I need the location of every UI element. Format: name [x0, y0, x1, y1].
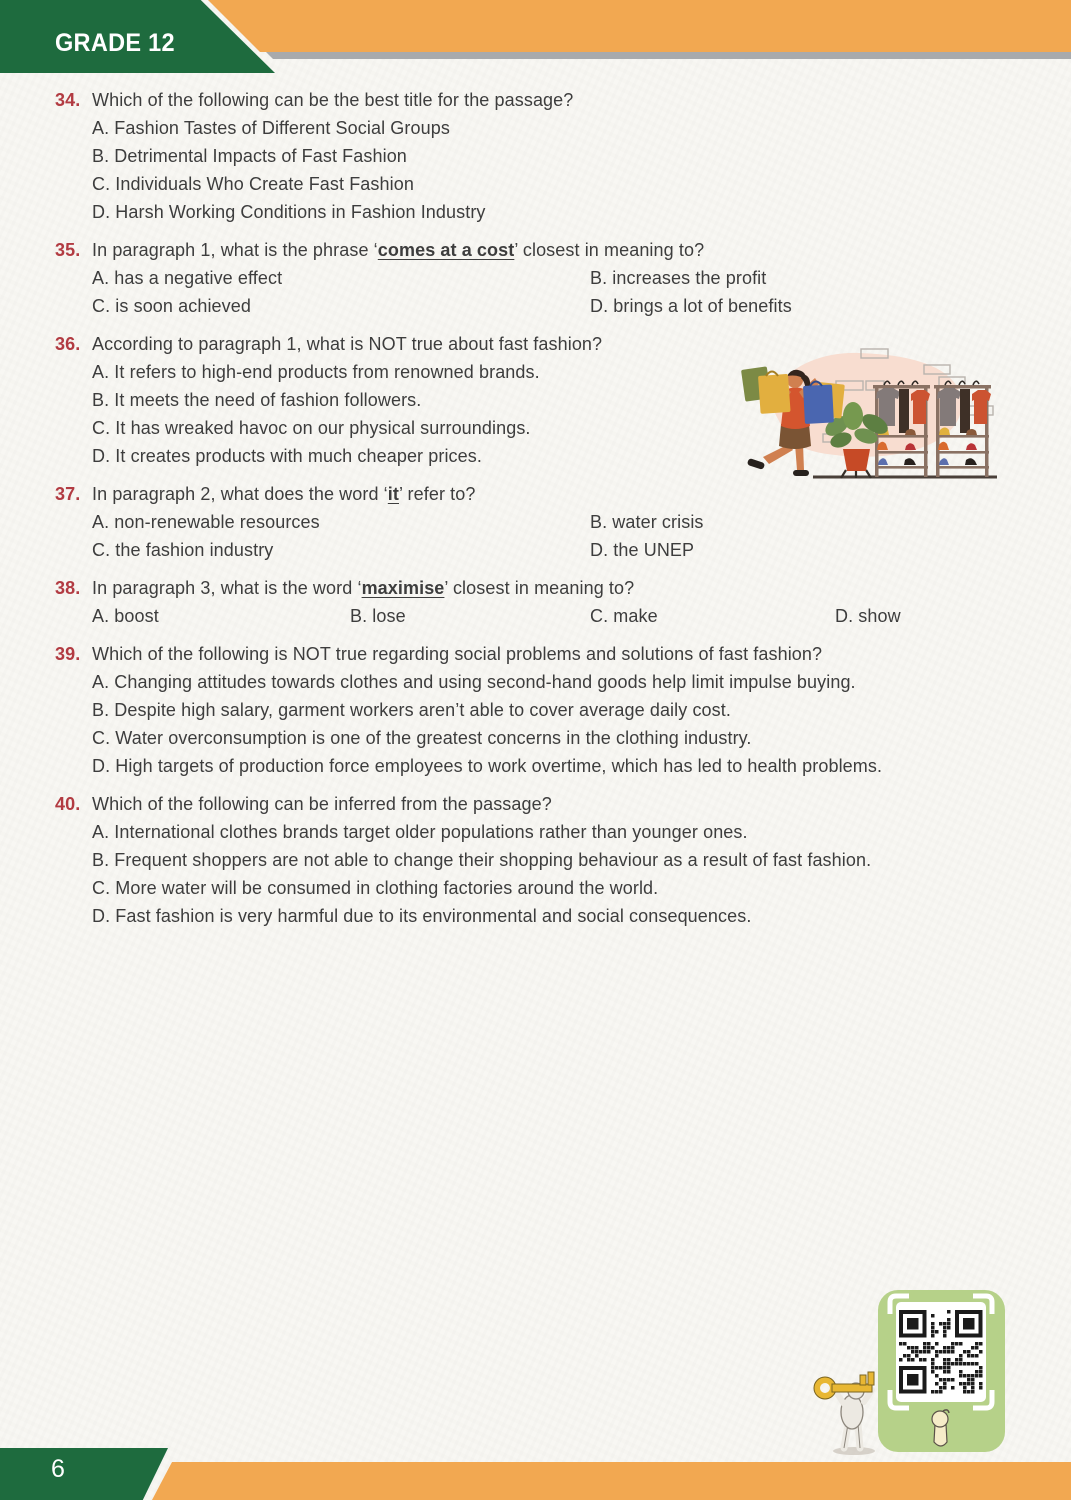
- small-character: [932, 1410, 949, 1446]
- option-c: C. the fashion industry: [92, 540, 274, 560]
- option-c: C. make: [590, 606, 658, 626]
- option-d: D. show: [835, 606, 901, 626]
- question-39: [0, 640, 1071, 780]
- footer-green-tab: [0, 1448, 168, 1500]
- question-text-emphasis: it: [387, 484, 399, 504]
- question-37: [0, 480, 1071, 564]
- question-text-emphasis: maximise: [361, 578, 445, 598]
- question-text-prefix: In paragraph 3, what is the word ‘: [92, 578, 362, 598]
- qr-pattern: [899, 1310, 983, 1394]
- question-text-emphasis: comes at a cost: [377, 240, 515, 260]
- key-icon: [814, 1372, 874, 1399]
- question-text-prefix: Which of the following can be inferred from the passage?: [92, 794, 552, 814]
- option-b: B. lose: [350, 606, 406, 626]
- option-b: B. water crisis: [590, 512, 704, 532]
- option-c: C. It has wreaked havoc on our physical surroundings.: [92, 418, 531, 438]
- option-b: B. Frequent shoppers are not able to change their shopping behaviour as a result of fast fashion.: [92, 850, 872, 870]
- option-b: B. Detrimental Impacts of Fast Fashion: [92, 146, 407, 166]
- question-number: 34.: [55, 90, 81, 110]
- question-number: 40.: [55, 794, 81, 814]
- question-number: 36.: [55, 334, 81, 354]
- question-text: [92, 86, 1035, 114]
- fast-fashion-illustration: [733, 344, 1005, 482]
- question-text-prefix: According to paragraph 1, what is NOT true about fast fashion?: [92, 334, 603, 354]
- options-list: [92, 508, 1035, 564]
- option-d: D. brings a lot of benefits: [590, 296, 792, 316]
- option-a: A. non-renewable resources: [92, 512, 320, 532]
- question-35: [0, 236, 1071, 320]
- question-text-prefix: In paragraph 1, what is the phrase ‘: [92, 240, 378, 260]
- option-c: C. Individuals Who Create Fast Fashion: [92, 174, 414, 194]
- question-number: 35.: [55, 240, 81, 260]
- option-c: C. More water will be consumed in clothing factories around the world.: [92, 878, 659, 898]
- option-a: A. Changing attitudes towards clothes and using second-hand goods help limit impulse buying.: [92, 672, 856, 692]
- options-list: [92, 668, 1035, 780]
- question-40: [0, 790, 1071, 930]
- key-character: [814, 1372, 875, 1455]
- question-text: [92, 480, 1035, 508]
- page-number: 6: [51, 1455, 65, 1483]
- question-34: [0, 86, 1071, 226]
- question-number: 39.: [55, 644, 81, 664]
- questions-section: [0, 86, 1071, 940]
- question-text-suffix: ’ closest in meaning to?: [514, 240, 705, 260]
- question-text: [92, 236, 1035, 264]
- question-text: [92, 790, 1035, 818]
- option-c: C. Water overconsumption is one of the greatest concerns in the clothing industry.: [92, 728, 752, 748]
- option-b: B. Despite high salary, garment workers aren’t able to cover average daily cost.: [92, 700, 731, 720]
- options-list: [92, 264, 1035, 320]
- header-orange-band: [208, 0, 1071, 52]
- option-b: B. increases the profit: [590, 268, 767, 288]
- options-list: [92, 818, 1035, 930]
- option-a: A. has a negative effect: [92, 268, 283, 288]
- options-list: [92, 602, 1035, 630]
- option-a: A. International clothes brands target older populations rather than younger ones.: [92, 822, 748, 842]
- question-text-suffix: ’ closest in meaning to?: [444, 578, 635, 598]
- question-text-suffix: ’ refer to?: [399, 484, 476, 504]
- option-d: D. Harsh Working Conditions in Fashion Industry: [92, 202, 486, 222]
- footer-orange-band: [150, 1462, 1071, 1500]
- question-text: [92, 574, 1035, 602]
- question-text-prefix: Which of the following is NOT true regarding social problems and solutions of fast fashion?: [92, 644, 823, 664]
- option-d: D. the UNEP: [590, 540, 695, 560]
- options-list: [92, 114, 1035, 226]
- header-gray-strip: [256, 52, 1071, 59]
- option-a: A. boost: [92, 606, 159, 626]
- question-text-prefix: In paragraph 2, what does the word ‘: [92, 484, 388, 504]
- option-d: D. High targets of production force employees to work overtime, which has led to health problems.: [92, 756, 883, 776]
- option-a: A. Fashion Tastes of Different Social Groups: [92, 118, 450, 138]
- question-text-prefix: Which of the following can be the best title for the passage?: [92, 90, 574, 110]
- qr-code-block: [810, 1282, 1015, 1460]
- option-d: D. It creates products with much cheaper prices.: [92, 446, 482, 466]
- question-number: 38.: [55, 578, 81, 598]
- option-b: B. It meets the need of fashion followers.: [92, 390, 422, 410]
- grade-label: GRADE 12: [55, 29, 175, 57]
- option-c: C. is soon achieved: [92, 296, 251, 316]
- question-text: [92, 640, 1035, 668]
- option-d: D. Fast fashion is very harmful due to its environmental and social consequences.: [92, 906, 752, 926]
- question-38: [0, 574, 1071, 630]
- option-a: A. It refers to high-end products from renowned brands.: [92, 362, 540, 382]
- question-number: 37.: [55, 484, 81, 504]
